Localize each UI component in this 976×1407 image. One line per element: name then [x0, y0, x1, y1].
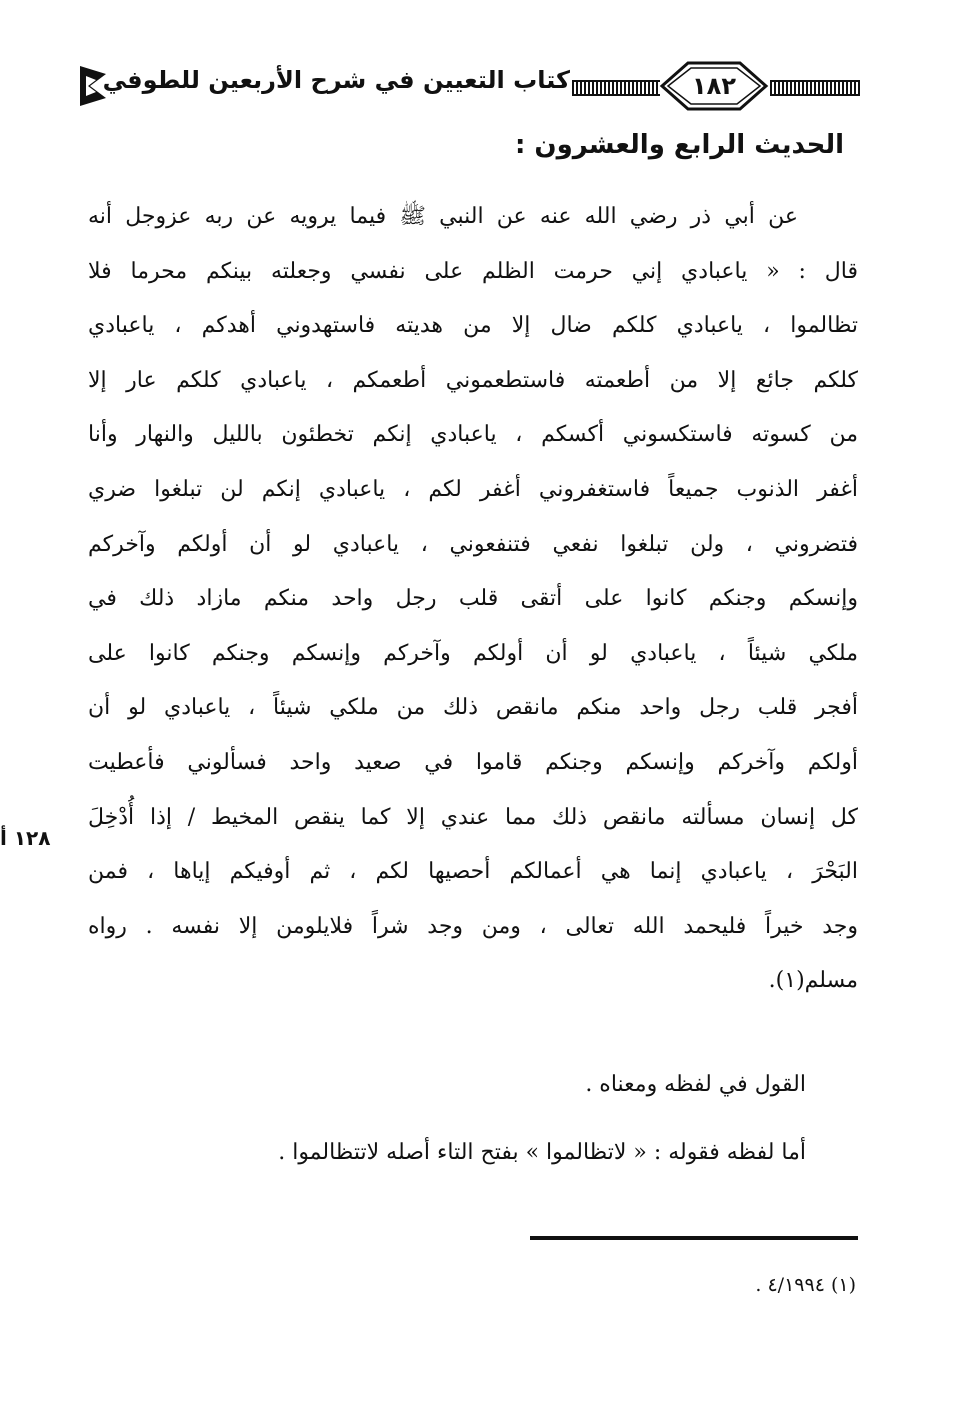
text-line: أغفر الذنوب جميعاً فاستغفروني أغفر لكم ، ياعبادي إنكم لن تبلغوا ضري — [88, 476, 858, 502]
text-line: ملكي شيئاً ، ياعبادي لو أن أولكم وآخركم وإنسكم وجنكم كانوا على — [88, 640, 858, 666]
text-line: كل إنسان مسألته مانقص ذلك مما عندي إلا كما ينقص المخيط / إذا أُدْخِلَ — [88, 804, 858, 830]
header-rule-right — [770, 80, 860, 96]
book-title: كتاب التعيين في شرح الأربعين للطوفي — [102, 66, 570, 94]
text-line: وجد خيراً فليحمد الله تعالى ، ومن وجد شراً فلايلومن إلا نفسه . رواه — [88, 913, 858, 939]
text-line: عن أبي ذر رضي الله عنه عن النبي ﷺ فيما يرويه عن ربه عزوجل أنه — [88, 204, 798, 229]
header-rule-left — [572, 80, 660, 96]
text-line: أولكم وآخركم وإنسكم وجنكم قاموا في صعيد واحد فسألوني فأعطيت — [88, 749, 858, 775]
page-number: ١٨٢ — [692, 72, 736, 100]
running-header — [80, 52, 860, 118]
text-line: أفجر قلب رجل واحد منكم مانقص ذلك من ملكي شيئاً ، ياعبادي لو أن — [88, 695, 858, 721]
text-line: قال : « ياعبادي إني حرمت الظلم على نفسي وجعلته بينكم محرما فلا — [88, 258, 858, 284]
text-line: كلكم جائع إلا من أطعمته فاستطعموني أطعمكم ، ياعبادي كلكم عار إلا — [88, 367, 858, 393]
text-line: مسلم(١). — [768, 968, 858, 994]
commentary-text: أما لفظه فقوله : « لاتظالموا » بفتح التاء أصله لاتتظالموا . — [278, 1140, 806, 1165]
text-line: وإنسكم وجنكم كانوا على أتقى قلب رجل واحد منكم مازاد ذلك في — [88, 586, 858, 612]
section-heading-text: القول في لفظه ومعناه . — [585, 1072, 806, 1097]
hadith-text — [88, 190, 858, 1009]
text-line: تظالموا ، ياعبادي كلكم ضال إلا من هديته فاستهدوني أهدكم ، ياعبادي — [88, 313, 858, 339]
manuscript-folio-note: ١٢٨ أ — [0, 826, 51, 850]
footnote: (١) ٤/١٩٩٤ . — [755, 1274, 856, 1296]
text-line: من كسوته فاستكسوني أكسكم ، ياعبادي إنكم تخطئون بالليل والنهار وأنا — [88, 422, 858, 448]
text-line: البَحْرَ ، ياعبادي إنما هي أعمالكم أحصيها لكم ، ثم أوفيكم إياها ، فمن — [88, 859, 858, 885]
footnote-divider — [530, 1236, 858, 1240]
hadith-heading: الحديث الرابع والعشرون : — [514, 130, 844, 160]
page-number-badge — [658, 60, 770, 112]
text-line: فتضروني ، ولن تبلغوا نفعي فتنفعوني ، ياعبادي لو أن أولكم وآخركم — [88, 531, 858, 557]
